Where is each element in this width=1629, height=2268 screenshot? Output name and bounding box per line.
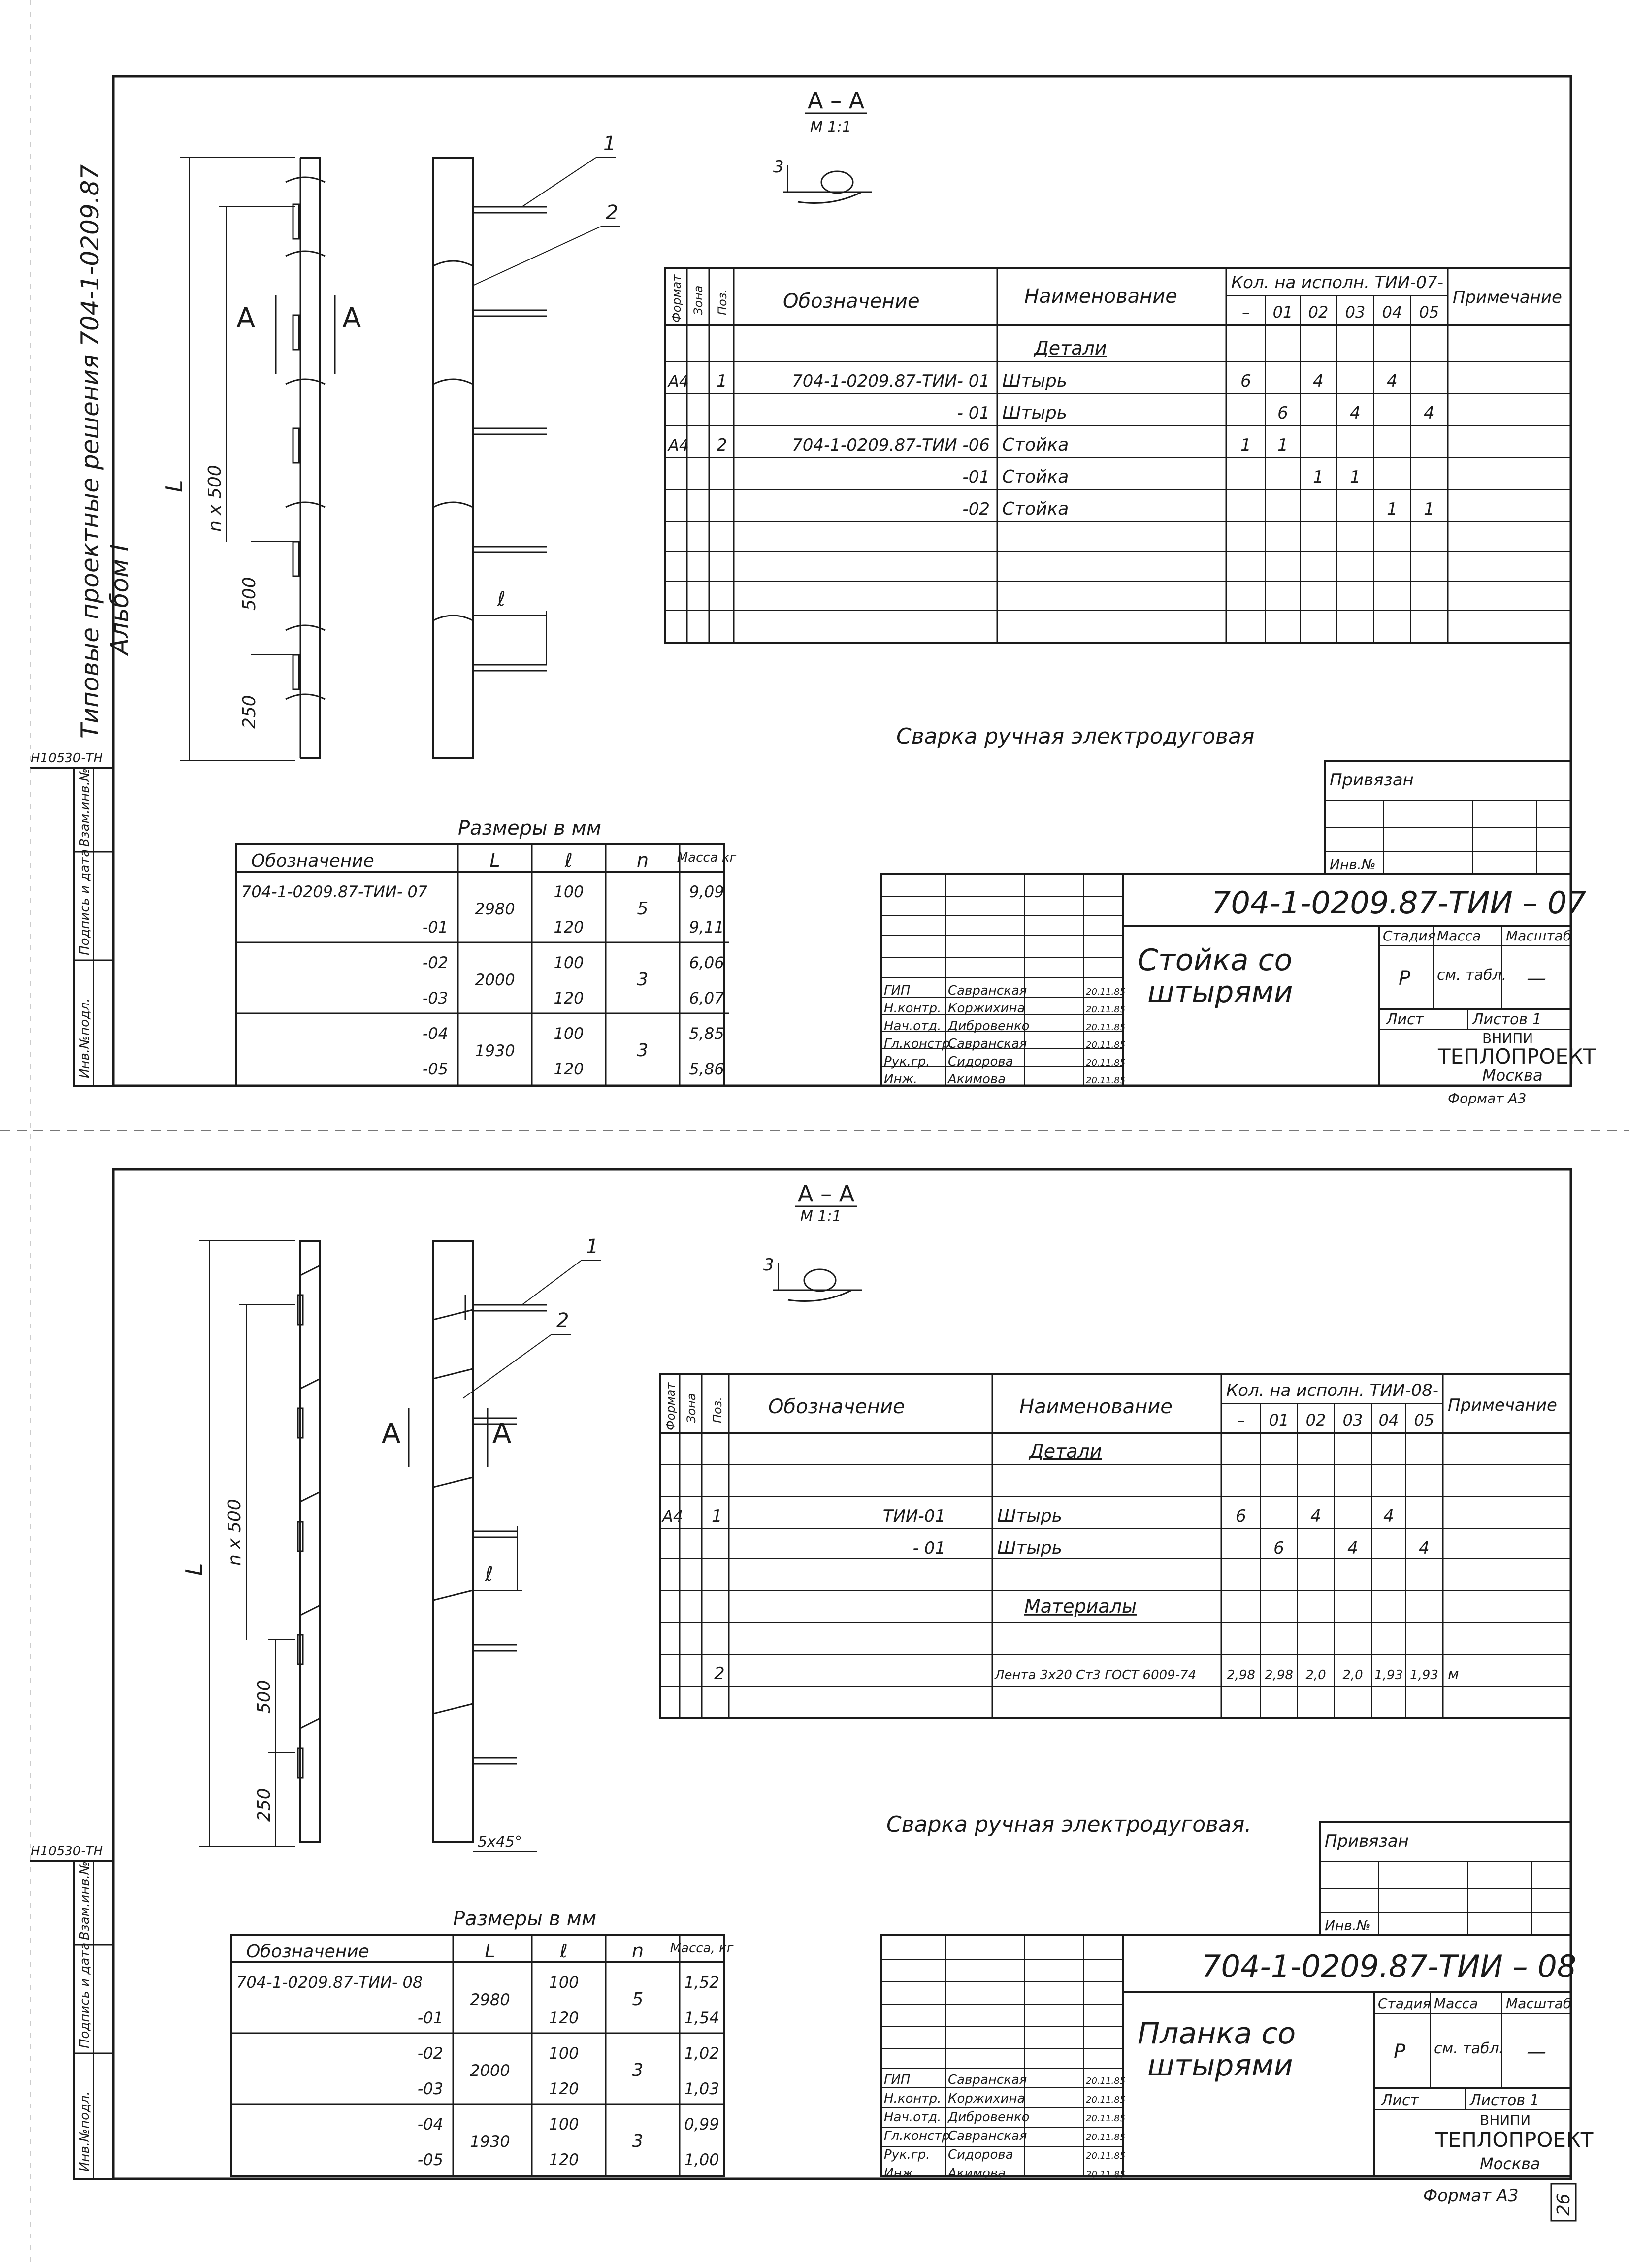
spec-cell-qty: 6 <box>1273 1538 1284 1558</box>
spec-cell-format: А4 <box>668 436 689 454</box>
signature-role: Н.контр. <box>884 2091 942 2106</box>
signature-date: 20.11.85 <box>1086 2095 1126 2105</box>
dims-cell-designation: -03 <box>417 2079 443 2098</box>
signature-role: Нач.отд. <box>884 2110 942 2125</box>
signature-date: 20.11.85 <box>1086 1022 1126 1033</box>
dims-cell-L: 1930 <box>470 2132 510 2151</box>
dims-header-n: n <box>631 1940 644 1962</box>
dims-cell-l: 120 <box>549 2150 579 2169</box>
section-mark-right: А <box>342 302 361 334</box>
signature-role: Гл.констр. <box>884 1037 954 1051</box>
org-2: ТЕПЛОПРОЕКТ <box>1438 1044 1596 1069</box>
signature-role: Гл.констр. <box>884 2129 954 2143</box>
dims-cell-mass: 1,03 <box>684 2079 719 2098</box>
section-aa-2 <box>763 1180 862 1301</box>
stamp-sign: Подпись и дата <box>77 849 92 955</box>
dims-cell-l: 120 <box>554 1060 584 1078</box>
qty-col-header: 04 <box>1378 1411 1399 1429</box>
post-front-view <box>161 158 361 761</box>
dims-header-L: L <box>485 1940 495 1962</box>
dims-cell-designation: -05 <box>422 1060 448 1078</box>
bound-label-2: Привязан <box>1325 1831 1409 1851</box>
dims-title: Размеры в мм <box>458 817 602 840</box>
spec-cell-pos: 1 <box>717 371 727 391</box>
mass-value: см. табл. <box>1437 967 1507 984</box>
dim-L-2: L <box>181 1563 207 1576</box>
spec-cell-name: Стойка <box>1002 499 1069 519</box>
dim-L: L <box>161 480 188 492</box>
hdr-note-2: Примечание <box>1448 1395 1557 1415</box>
hdr-qty: Кол. на исполн. ТИИ-07- <box>1231 273 1443 292</box>
spec-cell-qty: 6 <box>1277 403 1288 423</box>
qty-col-header: 05 <box>1419 303 1439 322</box>
side-strip-1 <box>30 164 134 1086</box>
signature-name: Дибровенко <box>948 2110 1030 2125</box>
spec-table-2 <box>660 1374 1571 1718</box>
sheet-1 <box>30 76 1596 1106</box>
dims-cell-L: 2980 <box>470 1990 510 2009</box>
org-city-2: Москва <box>1480 2154 1540 2173</box>
dims-header-mass: Масса кг <box>677 850 737 865</box>
hdr-note: Примечание <box>1453 288 1562 307</box>
hdr-format: Формат <box>670 274 684 323</box>
spec-cell-qty: 4 <box>1383 1506 1394 1526</box>
stage-label: Стадия <box>1383 928 1436 944</box>
spec-cell-qty: 4 <box>1313 371 1324 391</box>
doc-code: 704-1-0209.87-ТИИ – 07 <box>1211 885 1587 921</box>
scale-value-2: — <box>1527 2041 1546 2063</box>
dims-cell-designation: -02 <box>422 953 448 972</box>
signature-date: 20.11.85 <box>1086 1058 1126 1068</box>
dims-cell-l: 100 <box>554 953 584 972</box>
spec-cell-qty: 6 <box>1236 1506 1246 1526</box>
org-city: Москва <box>1482 1066 1543 1085</box>
section-aa <box>773 87 872 203</box>
plank-side-view <box>382 1235 601 1851</box>
dims-cell-designation: -01 <box>417 2009 443 2027</box>
spec-cell-designation: -02 <box>962 499 990 519</box>
callout-1-s2: 1 <box>586 1235 599 1258</box>
stamp-inv: Инв.№подл. <box>77 998 92 1078</box>
spec-cell-qty: 4 <box>1387 371 1398 391</box>
spec-cell-pos: 1 <box>712 1506 722 1526</box>
spec-cell-name: Стойка <box>1002 467 1069 487</box>
material-qty: 1,93 <box>1374 1668 1403 1683</box>
dims-cell-l: 100 <box>549 1973 579 1992</box>
org-1: ВНИПИ <box>1482 1030 1533 1046</box>
stamp-inv-2: Инв.№подл. <box>77 2091 92 2171</box>
dim-500-2: 500 <box>254 1680 274 1714</box>
material-note: м <box>1448 1666 1459 1683</box>
qty-col-header: 05 <box>1414 1411 1434 1429</box>
signature-name: Сидорова <box>948 2147 1013 2162</box>
section-title-2: А – А <box>798 1180 855 1207</box>
dim-n500: n x 500 <box>205 465 225 532</box>
signature-name: Коржихина <box>948 2091 1025 2106</box>
album-number: Альбом I <box>105 544 134 655</box>
signature-name: Акимова <box>948 1072 1006 1087</box>
section-mark-left-2: А <box>382 1418 401 1450</box>
doc-name-1: Стойка со <box>1138 943 1293 977</box>
dims-cell-designation: -03 <box>422 989 448 1007</box>
dims-cell-L: 2980 <box>475 900 515 918</box>
section-scale-2: М 1:1 <box>800 1208 842 1225</box>
spec-cell-format: А4 <box>668 372 689 390</box>
signature-name: Сидорова <box>948 1054 1013 1069</box>
dims-cell-mass: 6,06 <box>689 953 724 972</box>
sheets-label-2: Листов 1 <box>1470 2092 1539 2109</box>
signature-role: Рук.гр. <box>884 2147 930 2162</box>
signature-date: 20.11.85 <box>1086 2076 1126 2086</box>
stage-label-2: Стадия <box>1378 1995 1431 2011</box>
spec-cell-designation: - 01 <box>957 403 990 423</box>
dims-cell-mass: 5,85 <box>689 1024 724 1043</box>
bound-block-2 <box>1320 1822 1571 1935</box>
chamfer: 5x45° <box>478 1833 522 1850</box>
format-label-2: Формат А3 <box>1423 2186 1519 2205</box>
material-qty: 1,93 <box>1410 1668 1438 1683</box>
scale-label-2: Масштаб <box>1506 1995 1572 2011</box>
spec-cell-qty: 1 <box>1350 467 1361 487</box>
signature-date: 20.11.85 <box>1086 2170 1126 2180</box>
spec-cell-name: Штырь <box>1002 403 1067 423</box>
dims-cell-mass: 1,02 <box>684 2044 719 2063</box>
material-pos: 2 <box>714 1664 725 1684</box>
dims-cell-mass: 6,07 <box>689 989 724 1007</box>
signature-name: Савранская <box>948 1037 1027 1051</box>
stamp-replace: Взам.инв.№ <box>77 768 92 847</box>
dims-cell-designation: 704-1-0209.87-ТИИ- 07 <box>241 882 428 901</box>
mass-value-2: см. табл. <box>1434 2040 1504 2057</box>
signature-date: 20.11.85 <box>1086 1040 1126 1050</box>
mass-label: Масса <box>1437 928 1481 944</box>
dims-cell-designation: -04 <box>422 1024 448 1043</box>
sheet-2 <box>30 1169 1594 2221</box>
dims-cell-designation: -01 <box>422 918 448 937</box>
dims-cell-mass: 9,11 <box>689 918 724 937</box>
signature-name: Дибровенко <box>948 1019 1030 1034</box>
dims-cell-l: 120 <box>554 989 584 1007</box>
dims-header-L: L <box>489 849 500 871</box>
dims-cell-mass: 1,54 <box>684 2009 719 2027</box>
qty-col-header: 02 <box>1308 303 1329 322</box>
hdr-zone-2: Зона <box>684 1393 698 1423</box>
inv-code: Н10530-ТН <box>31 751 103 766</box>
dims-cell-mass: 5,86 <box>689 1060 724 1078</box>
spec-cell-name: Штырь <box>997 1538 1062 1558</box>
qty-col-header: 02 <box>1305 1411 1326 1429</box>
dims-cell-n: 3 <box>632 2131 644 2151</box>
spec-cell-qty: 6 <box>1240 371 1251 391</box>
stage-value: Р <box>1399 967 1411 990</box>
signature-role: Нач.отд. <box>884 1019 942 1034</box>
dims-cell-l: 100 <box>554 1024 584 1043</box>
dim-500: 500 <box>239 577 260 611</box>
hdr-designation-2: Обозначение <box>768 1395 905 1418</box>
stamp-replace-2: Взам.инв.№ <box>77 1861 92 1940</box>
album-title: Типовые проектные решения 704-1-0209.87 <box>76 164 104 739</box>
material-qty: 2,98 <box>1227 1668 1255 1683</box>
dims-cell-l: 100 <box>549 2044 579 2063</box>
page-number: 26 <box>1554 2193 1574 2216</box>
welding-note: Сварка ручная электродуговая <box>896 724 1255 749</box>
spec-cell-qty: 4 <box>1424 403 1434 423</box>
dims-cell-designation: -02 <box>417 2044 443 2063</box>
dims-cell-designation: -05 <box>417 2150 443 2169</box>
dims-cell-n: 3 <box>632 2060 644 2080</box>
signature-role: Н.контр. <box>884 1001 942 1016</box>
format-label: Формат А3 <box>1448 1090 1527 1106</box>
dims-table-1 <box>236 817 737 1086</box>
dims-cell-mass: 9,09 <box>689 882 724 901</box>
qty-col-header: 03 <box>1345 303 1366 322</box>
dims-cell-l: 120 <box>554 918 584 937</box>
dims-cell-n: 5 <box>637 899 649 919</box>
signature-role: Рук.гр. <box>884 1054 930 1069</box>
stage-value-2: Р <box>1394 2041 1406 2063</box>
hdr-format-2: Формат <box>664 1382 678 1430</box>
dim-l: ℓ <box>497 588 506 611</box>
spec-cell-qty: 1 <box>1240 435 1251 455</box>
signature-name: Акимова <box>948 2166 1006 2181</box>
dims-header-n: n <box>636 849 649 871</box>
dims-cell-designation: 704-1-0209.87-ТИИ- 08 <box>236 1973 423 1992</box>
dims-cell-n: 3 <box>637 970 649 990</box>
hdr-qty-2: Кол. на исполн. ТИИ-08- <box>1226 1381 1438 1400</box>
qty-col-header: 04 <box>1382 303 1402 322</box>
org-2-2: ТЕПЛОПРОЕКТ <box>1435 2128 1594 2152</box>
qty-col-header: 01 <box>1272 303 1293 322</box>
hdr-name-2: Наименование <box>1019 1395 1173 1418</box>
title-block-1 <box>881 874 1596 1087</box>
spec-cell-designation: -01 <box>962 467 990 487</box>
spec-cell-name: Штырь <box>997 1506 1062 1526</box>
dims-cell-mass: 1,52 <box>684 1973 719 1992</box>
signature-date: 20.11.85 <box>1086 2151 1126 2161</box>
signature-role: ГИП <box>884 983 911 998</box>
dims-cell-L: 1930 <box>475 1041 515 1060</box>
spec-cell-format: А4 <box>662 1507 684 1525</box>
bound-label: Привязан <box>1330 770 1414 790</box>
welding-note-2: Сварка ручная электродуговая. <box>886 1812 1252 1837</box>
dim-n500-2: n x 500 <box>225 1499 245 1566</box>
dims-cell-l: 100 <box>549 2115 579 2134</box>
callout-2: 2 <box>606 201 619 224</box>
sheet-label: Лист <box>1386 1011 1424 1028</box>
callout-2-s2: 2 <box>556 1309 569 1332</box>
signature-date: 20.11.85 <box>1086 987 1126 997</box>
signature-date: 20.11.85 <box>1086 1004 1126 1015</box>
scale-label: Масштаб <box>1506 928 1572 944</box>
hdr-designation: Обозначение <box>783 290 920 313</box>
scale-value: — <box>1527 967 1546 990</box>
spec-cell-name: Стойка <box>1002 435 1069 455</box>
post-side-view <box>433 132 620 758</box>
org-1-2: ВНИПИ <box>1480 2112 1531 2128</box>
dims-cell-designation: -04 <box>417 2115 443 2134</box>
dims-cell-n: 5 <box>632 1989 644 2009</box>
hdr-name: Наименование <box>1024 285 1177 308</box>
dims-cell-mass: 0,99 <box>684 2115 719 2134</box>
spec-cell-qty: 1 <box>1277 435 1288 455</box>
side-strip-2 <box>30 1844 113 2179</box>
sheet-label-2: Лист <box>1381 2092 1419 2109</box>
bound-block-1 <box>1325 761 1571 874</box>
signature-role: Инж. <box>884 2166 918 2181</box>
doc-name-2-2: штырями <box>1147 2048 1293 2083</box>
spec-cell-designation: - 01 <box>912 1538 945 1558</box>
dims-cell-L: 2000 <box>475 971 515 989</box>
title-block-2 <box>881 1935 1594 2181</box>
signature-date: 20.11.85 <box>1086 1075 1126 1086</box>
section-title: А – А <box>808 87 865 114</box>
spec-cell-name: Штырь <box>1002 371 1067 391</box>
dims-table-2 <box>231 1908 734 2176</box>
signature-name: Савранская <box>948 2073 1027 2087</box>
inv-label-2: Инв.№ <box>1325 1917 1371 1934</box>
material-qty: 2,0 <box>1305 1668 1326 1683</box>
dims-title-2: Размеры в мм <box>453 1908 597 1930</box>
spec-cell-qty: 4 <box>1347 1538 1358 1558</box>
material-qty: 2,0 <box>1342 1668 1363 1683</box>
spec-cell-designation: ТИИ-01 <box>882 1506 945 1526</box>
spec-cell-qty: 4 <box>1419 1538 1430 1558</box>
dims-header-mass: Масса, кг <box>670 1941 734 1956</box>
signature-name: Коржихина <box>948 1001 1025 1016</box>
qty-col-header: – <box>1237 1411 1245 1429</box>
callout-1: 1 <box>603 132 616 155</box>
weld-size-2: 3 <box>763 1255 774 1275</box>
dims-header-l: ℓ <box>560 1940 568 1962</box>
dims-header-designation: Обозначение <box>246 1942 369 1962</box>
spec-table-1 <box>665 268 1571 643</box>
spec-cell-designation: 704-1-0209.87-ТИИ- 01 <box>792 371 990 391</box>
qty-col-header: 01 <box>1269 1411 1289 1429</box>
plank-front-view <box>181 1241 320 1847</box>
dims-cell-l: 120 <box>549 2079 579 2098</box>
dims-cell-mass: 1,00 <box>684 2150 719 2169</box>
spec-section-details: Детали <box>1034 337 1107 359</box>
sheets-label: Листов 1 <box>1472 1011 1542 1028</box>
signature-role: ГИП <box>884 2073 911 2087</box>
spec-cell-pos: 2 <box>717 435 727 455</box>
dims-header-designation: Обозначение <box>251 851 374 871</box>
spec-cell-qty: 4 <box>1310 1506 1321 1526</box>
spec-cell-qty: 1 <box>1387 499 1398 519</box>
doc-name-2: штырями <box>1147 975 1293 1009</box>
dim-250: 250 <box>239 695 260 729</box>
dims-cell-l: 100 <box>554 882 584 901</box>
qty-col-header: 03 <box>1342 1411 1363 1429</box>
dim-250-2: 250 <box>254 1788 274 1822</box>
dims-header-l: ℓ <box>565 849 573 871</box>
dims-cell-n: 3 <box>637 1040 649 1061</box>
section-scale: М 1:1 <box>810 119 851 136</box>
signature-date: 20.11.85 <box>1086 2113 1126 2124</box>
signature-name: Савранская <box>948 2129 1027 2143</box>
weld-size: 3 <box>773 157 784 177</box>
signature-name: Савранская <box>948 983 1027 998</box>
doc-name-1-2: Планка со <box>1138 2016 1296 2051</box>
inv-code-2: Н10530-ТН <box>31 1844 103 1859</box>
dims-cell-L: 2000 <box>470 2061 510 2080</box>
qty-col-header: – <box>1242 303 1250 322</box>
stamp-sign-2: Подпись и дата <box>77 1942 92 2048</box>
mass-label-2: Масса <box>1434 1995 1478 2011</box>
signature-role: Инж. <box>884 1072 918 1087</box>
dims-cell-l: 120 <box>549 2009 579 2027</box>
dim-l-2: ℓ <box>485 1563 493 1586</box>
material-name: Лента 3х20 Ст3 ГОСТ 6009-74 <box>995 1668 1197 1683</box>
signature-date: 20.11.85 <box>1086 2132 1126 2142</box>
material-qty: 2,98 <box>1265 1668 1293 1683</box>
section-mark-right-2: А <box>492 1418 512 1450</box>
spec-cell-qty: 1 <box>1424 499 1434 519</box>
spec-section-materials: Материалы <box>1024 1595 1137 1617</box>
hdr-pos-2: Поз. <box>711 1396 724 1423</box>
spec-cell-qty: 1 <box>1313 467 1324 487</box>
spec-cell-qty: 4 <box>1350 403 1361 423</box>
hdr-zone: Зона <box>691 285 705 315</box>
spec-section-details-2: Детали <box>1029 1440 1102 1462</box>
spec-cell-designation: 704-1-0209.87-ТИИ -06 <box>792 435 990 455</box>
hdr-pos: Поз. <box>716 289 729 315</box>
inv-label: Инв.№ <box>1330 856 1376 873</box>
doc-code-2: 704-1-0209.87-ТИИ – 08 <box>1202 1948 1577 1984</box>
section-mark-left: А <box>236 302 256 334</box>
